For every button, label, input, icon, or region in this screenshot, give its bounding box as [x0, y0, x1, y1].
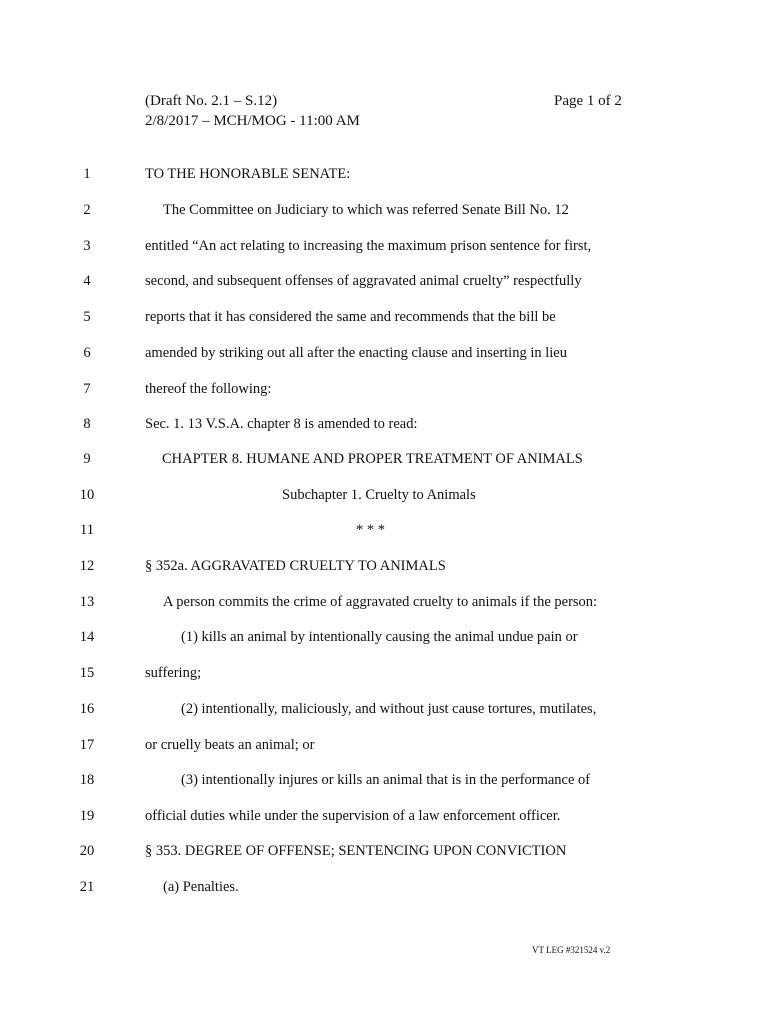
numbered-line	[0, 412, 770, 436]
line-text: (2) intentionally, maliciously, and without just cause tortures, mutilates,	[181, 701, 597, 717]
draft-number: (Draft No. 2.1 – S.12)	[145, 93, 278, 109]
line-text: A person commits the crime of aggravated cruelty to animals if the person:	[163, 594, 598, 610]
section-heading: § 352a. AGGRAVATED CRUELTY TO ANIMALS	[145, 558, 446, 574]
line-number: 21	[79, 879, 95, 895]
numbered-line	[0, 305, 770, 329]
numbered-line	[0, 483, 770, 507]
numbered-line	[0, 875, 770, 899]
line-text: or cruelly beats an animal; or	[145, 737, 315, 753]
numbered-line	[0, 839, 770, 863]
line-number: 12	[79, 558, 95, 574]
line-number: 2	[83, 202, 91, 218]
numbered-line	[0, 198, 770, 222]
line-text: Sec. 1. 13 V.S.A. chapter 8 is amended to read:	[145, 416, 418, 432]
section-separator: * * *	[356, 522, 385, 538]
line-number: 18	[79, 772, 95, 788]
numbered-line	[0, 234, 770, 258]
numbered-line	[0, 341, 770, 365]
line-number: 1	[83, 166, 91, 182]
line-number: 10	[79, 487, 95, 503]
page-indicator: Page 1 of 2	[554, 93, 622, 109]
line-text: TO THE HONORABLE SENATE:	[145, 166, 351, 182]
line-text: (1) kills an animal by intentionally causing the animal undue pain or	[181, 629, 578, 645]
subchapter-heading: Subchapter 1. Cruelty to Animals	[282, 487, 476, 503]
numbered-line	[0, 661, 770, 685]
numbered-line	[0, 768, 770, 792]
line-text: The Committee on Judiciary to which was referred Senate Bill No. 12	[163, 202, 569, 218]
numbered-line	[0, 804, 770, 828]
line-number: 4	[83, 273, 91, 289]
line-number: 11	[80, 522, 94, 538]
numbered-line	[0, 377, 770, 401]
line-text: thereof the following:	[145, 381, 272, 397]
numbered-line	[0, 625, 770, 649]
line-number: 17	[79, 737, 95, 753]
line-number: 15	[79, 665, 95, 681]
numbered-line	[0, 269, 770, 293]
line-number: 16	[79, 701, 95, 717]
line-text: (3) intentionally injures or kills an animal that is in the performance of	[181, 772, 591, 788]
line-text: second, and subsequent offenses of aggravated animal cruelty” respectfully	[145, 273, 582, 289]
line-text: suffering;	[145, 665, 202, 681]
numbered-line	[0, 447, 770, 471]
numbered-line	[0, 590, 770, 614]
numbered-line	[0, 162, 770, 186]
line-text: reports that it has considered the same and recommends that the bill be	[145, 309, 556, 325]
line-number: 14	[79, 629, 95, 645]
numbered-line	[0, 697, 770, 721]
line-text: entitled “An act relating to increasing the maximum prison sentence for first,	[145, 238, 592, 254]
line-number: 3	[83, 238, 91, 254]
line-text: (a) Penalties.	[163, 879, 239, 895]
numbered-line	[0, 733, 770, 757]
chapter-heading: CHAPTER 8. HUMANE AND PROPER TREATMENT OF ANIMALS	[162, 451, 583, 467]
line-number: 19	[79, 808, 95, 824]
line-number: 20	[79, 843, 95, 859]
line-number: 9	[83, 451, 91, 467]
line-number: 13	[79, 594, 95, 610]
line-text: amended by striking out all after the enacting clause and inserting in lieu	[145, 345, 567, 361]
numbered-line	[0, 518, 770, 542]
line-number: 6	[83, 345, 91, 361]
line-number: 7	[83, 381, 91, 397]
document-id-footer: VT LEG #321524 v.2	[532, 945, 611, 955]
line-number: 5	[83, 309, 91, 325]
section-heading: § 353. DEGREE OF OFFENSE; SENTENCING UPON CONVICTION	[145, 843, 567, 859]
line-text: official duties while under the supervision of a law enforcement officer.	[145, 808, 561, 824]
numbered-line	[0, 554, 770, 578]
draft-date-line: 2/8/2017 – MCH/MOG - 11:00 AM	[145, 113, 360, 129]
line-number: 8	[83, 416, 91, 432]
